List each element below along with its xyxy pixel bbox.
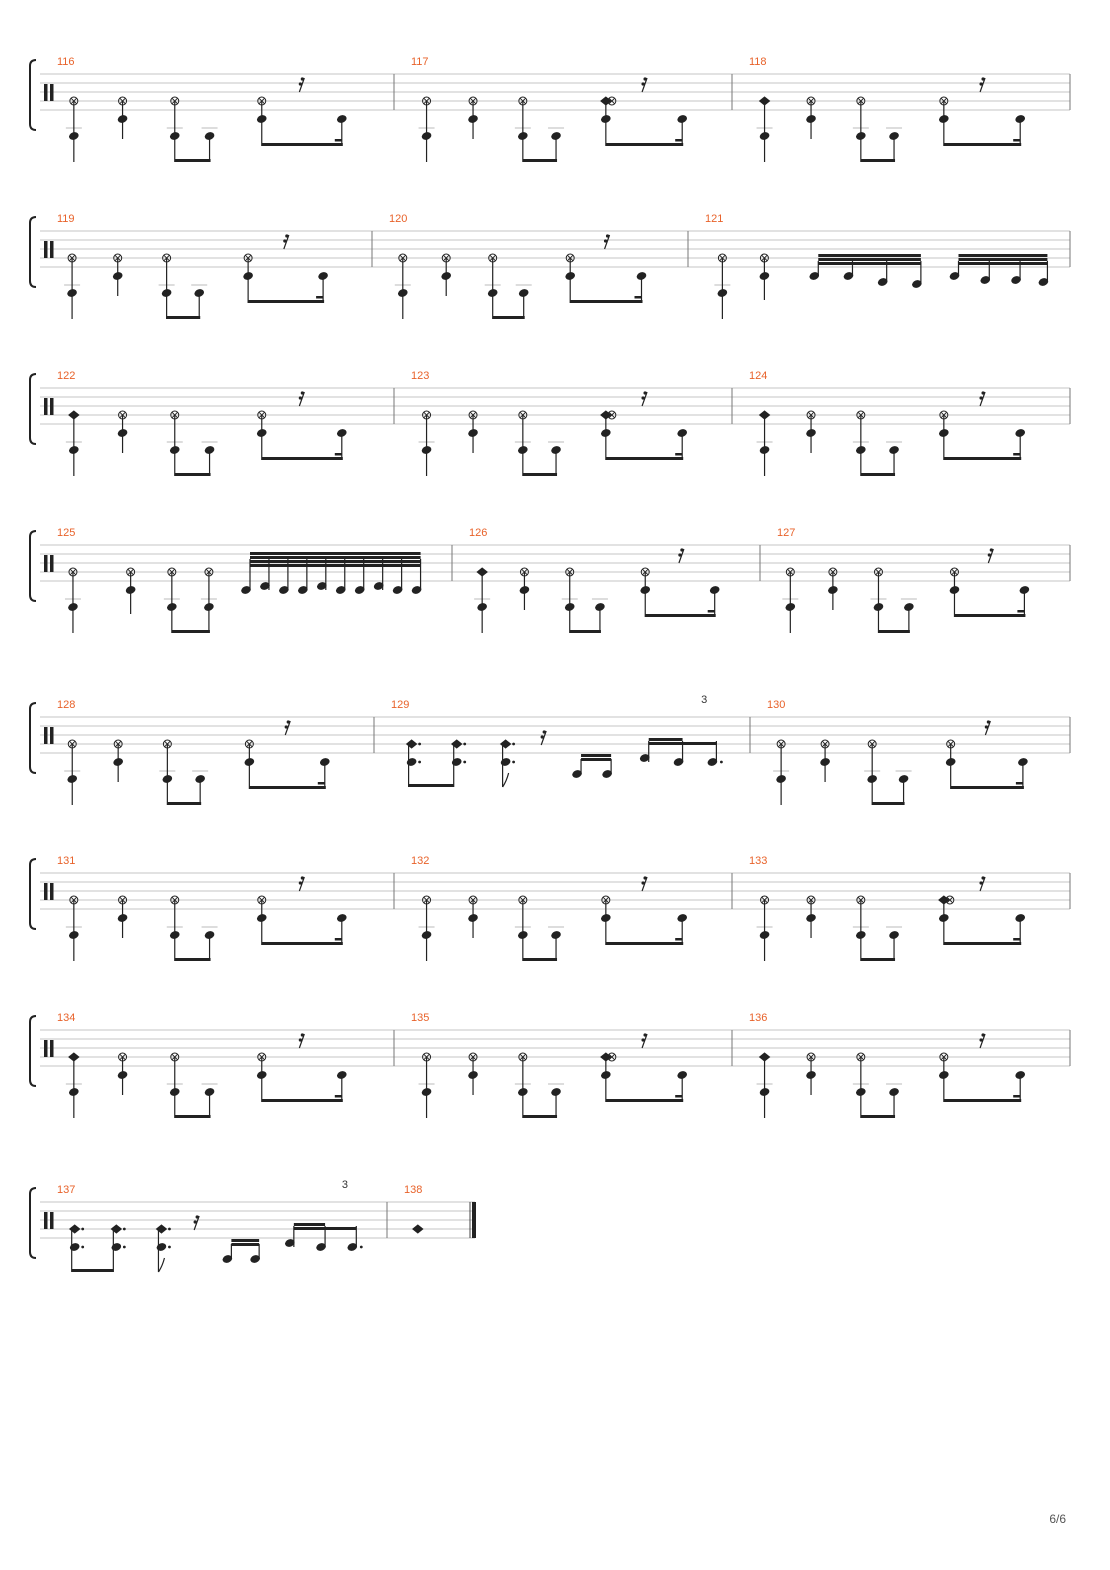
dot: [463, 743, 466, 746]
dot: [512, 743, 515, 746]
beam: [248, 300, 324, 303]
beam: [175, 473, 211, 476]
beam: [493, 316, 525, 319]
beam: [818, 254, 921, 257]
beam: [175, 958, 211, 961]
measure: [406, 730, 723, 787]
sixteenth-rest: [541, 730, 547, 745]
beam: [262, 942, 343, 945]
staff-system: [30, 694, 1070, 805]
beam: [944, 143, 1021, 146]
dot: [123, 1228, 126, 1231]
measure: [66, 391, 347, 476]
note-head: [406, 757, 417, 767]
measure-number: 121: [705, 213, 724, 225]
measure: [419, 876, 688, 961]
measure-number: 119: [57, 213, 75, 225]
measure: [66, 77, 347, 162]
dot: [360, 1246, 363, 1249]
percussion-clef: [50, 883, 54, 900]
measure-number: 130: [767, 699, 786, 711]
beam: [294, 1227, 325, 1230]
beam: [649, 738, 683, 741]
percussion-clef: [50, 241, 54, 258]
beam: [523, 473, 557, 476]
beam: [959, 262, 1048, 265]
note-head: [500, 757, 511, 767]
beam: [172, 630, 210, 633]
dot: [463, 761, 466, 764]
staff-system: [30, 855, 1070, 961]
sixteenth-rest: [979, 876, 985, 891]
beam: [325, 1227, 356, 1230]
system-bracket: [30, 217, 36, 287]
crash-diamond-head: [413, 1225, 423, 1233]
measure-number: 118: [749, 56, 767, 68]
beam: [861, 958, 895, 961]
sixteenth-rest: [641, 1033, 647, 1048]
sixteenth-rest: [979, 1033, 985, 1048]
sixteenth-rest: [641, 391, 647, 406]
measure-number: 125: [57, 527, 76, 539]
dot: [720, 761, 723, 764]
measure-number: 132: [411, 855, 430, 867]
sixteenth-rest: [979, 77, 985, 92]
beam: [861, 159, 895, 162]
partial-beam: [1013, 1095, 1020, 1098]
partial-beam: [335, 1095, 342, 1098]
beam: [262, 457, 343, 460]
beam: [944, 457, 1021, 460]
beam: [954, 614, 1025, 617]
tuplet-number: 3: [341, 1179, 349, 1191]
percussion-clef: [50, 555, 54, 572]
measure-number: 128: [57, 699, 76, 711]
sixteenth-rest: [299, 77, 305, 92]
system-bracket: [30, 374, 36, 444]
measure-number: 136: [749, 1012, 768, 1024]
system-bracket: [30, 703, 36, 773]
note-head: [69, 1242, 80, 1252]
beam: [250, 552, 421, 555]
percussion-clef: [50, 727, 54, 744]
measure: [773, 720, 1028, 805]
beam: [249, 786, 325, 789]
system-bracket: [30, 1188, 36, 1258]
measure: [66, 1033, 347, 1118]
beam: [409, 784, 454, 787]
measure-number: 120: [389, 213, 408, 225]
beam: [570, 300, 642, 303]
percussion-clef: [44, 241, 48, 258]
partial-beam: [335, 139, 342, 142]
beam: [818, 262, 921, 265]
beam: [175, 159, 211, 162]
percussion-clef: [50, 398, 54, 415]
flag: [503, 773, 509, 787]
measure: [395, 234, 647, 319]
measure-number: 124: [749, 370, 768, 382]
beam: [523, 1115, 557, 1118]
beam: [250, 560, 421, 563]
system-bracket: [30, 531, 36, 601]
beam: [231, 1239, 259, 1242]
partial-beam: [335, 938, 342, 941]
beam: [523, 159, 557, 162]
sixteenth-rest: [604, 234, 610, 249]
measure-number: 116: [57, 56, 75, 68]
percussion-clef: [44, 1040, 48, 1057]
measure: [413, 1225, 423, 1233]
staff-system: [30, 1179, 476, 1272]
dot: [512, 761, 515, 764]
sixteenth-rest: [678, 548, 684, 563]
percussion-clef: [50, 1040, 54, 1057]
measure: [714, 254, 1049, 319]
beam: [878, 630, 909, 633]
measure: [65, 552, 422, 633]
partial-beam: [635, 296, 642, 299]
dot: [418, 743, 421, 746]
beam: [581, 758, 611, 761]
measure: [757, 876, 1026, 961]
beam: [175, 1115, 211, 1118]
measure-number: 131: [57, 855, 76, 867]
sixteenth-rest: [194, 1215, 200, 1230]
beam: [959, 258, 1048, 261]
staff-system: [30, 370, 1070, 476]
partial-beam: [1017, 610, 1024, 613]
measure-number: 134: [57, 1012, 76, 1024]
measure: [419, 1033, 688, 1118]
percussion-clef: [44, 398, 48, 415]
measure: [474, 548, 720, 633]
beam: [649, 742, 683, 745]
beam: [250, 564, 421, 567]
beam: [523, 958, 557, 961]
partial-beam: [1016, 782, 1023, 785]
beam: [231, 1243, 259, 1246]
partial-beam: [675, 1095, 682, 1098]
partial-beam: [1013, 453, 1020, 456]
staff-system: [30, 527, 1070, 633]
staff-system: [30, 213, 1070, 319]
partial-beam: [675, 938, 682, 941]
measure: [64, 720, 330, 805]
beam: [818, 258, 921, 261]
measure: [419, 77, 688, 162]
dot: [81, 1228, 84, 1231]
sixteenth-rest: [988, 548, 994, 563]
dot: [168, 1228, 171, 1231]
percussion-clef: [44, 555, 48, 572]
partial-beam: [1013, 139, 1020, 142]
measure: [419, 391, 688, 476]
beam: [959, 254, 1048, 257]
partial-beam: [316, 296, 323, 299]
dot: [168, 1246, 171, 1249]
partial-beam: [675, 453, 682, 456]
measure: [757, 391, 1026, 476]
staff-system: [30, 1012, 1070, 1118]
measure-number: 123: [411, 370, 430, 382]
beam: [645, 614, 715, 617]
beam: [872, 802, 904, 805]
beam: [167, 316, 201, 319]
dot: [81, 1246, 84, 1249]
system-bracket: [30, 60, 36, 130]
sixteenth-rest: [979, 391, 985, 406]
percussion-clef: [50, 1212, 54, 1229]
measure-number: 126: [469, 527, 488, 539]
measure: [69, 1215, 362, 1272]
staff-system: [30, 56, 1070, 162]
partial-beam: [335, 453, 342, 456]
percussion-clef: [44, 84, 48, 101]
percussion-clef: [44, 1212, 48, 1229]
partial-beam: [1013, 938, 1020, 941]
percussion-clef: [44, 727, 48, 744]
measure-number: 137: [57, 1184, 76, 1196]
measure-number: 117: [411, 56, 429, 68]
sixteenth-rest: [283, 234, 289, 249]
beam: [250, 556, 421, 559]
beam: [606, 457, 683, 460]
partial-beam: [675, 139, 682, 142]
partial-beam: [318, 782, 325, 785]
beam: [294, 1223, 325, 1226]
page-number: 6/6: [1049, 1512, 1066, 1526]
percussion-clef: [44, 883, 48, 900]
sixteenth-rest: [285, 720, 291, 735]
beam: [262, 1099, 343, 1102]
beam: [944, 1099, 1021, 1102]
note-head: [451, 757, 462, 767]
percussion-clef: [50, 84, 54, 101]
flag: [158, 1258, 164, 1272]
measure-number: 133: [749, 855, 768, 867]
beam: [861, 1115, 895, 1118]
dot: [418, 761, 421, 764]
system-bracket: [30, 1016, 36, 1086]
sixteenth-rest: [985, 720, 991, 735]
measure-number: 122: [57, 370, 76, 382]
sixteenth-rest: [641, 77, 647, 92]
sixteenth-rest: [299, 876, 305, 891]
note-head: [111, 1242, 122, 1252]
beam: [581, 754, 611, 757]
system-bracket: [30, 859, 36, 929]
final-barline-thick: [472, 1202, 476, 1238]
beam: [944, 942, 1021, 945]
measure-number: 138: [404, 1184, 423, 1196]
measure-number: 127: [777, 527, 796, 539]
beam: [262, 143, 343, 146]
beam: [606, 942, 683, 945]
sixteenth-rest: [641, 876, 647, 891]
sixteenth-rest: [299, 391, 305, 406]
beam: [606, 143, 683, 146]
partial-beam: [708, 610, 715, 613]
measure: [757, 77, 1026, 162]
measure: [782, 548, 1030, 633]
beam: [951, 786, 1024, 789]
tuplet-number: 3: [701, 694, 708, 706]
measure: [757, 1033, 1026, 1118]
note-head: [156, 1242, 167, 1252]
beam: [167, 802, 201, 805]
beam: [606, 1099, 683, 1102]
beam: [683, 742, 717, 745]
sixteenth-rest: [299, 1033, 305, 1048]
measure-number: 129: [391, 699, 410, 711]
dot: [123, 1246, 126, 1249]
measure: [64, 234, 329, 319]
beam: [570, 630, 601, 633]
measure: [66, 876, 347, 961]
measure-number: 135: [411, 1012, 430, 1024]
beam: [72, 1269, 114, 1272]
beam: [861, 473, 895, 476]
